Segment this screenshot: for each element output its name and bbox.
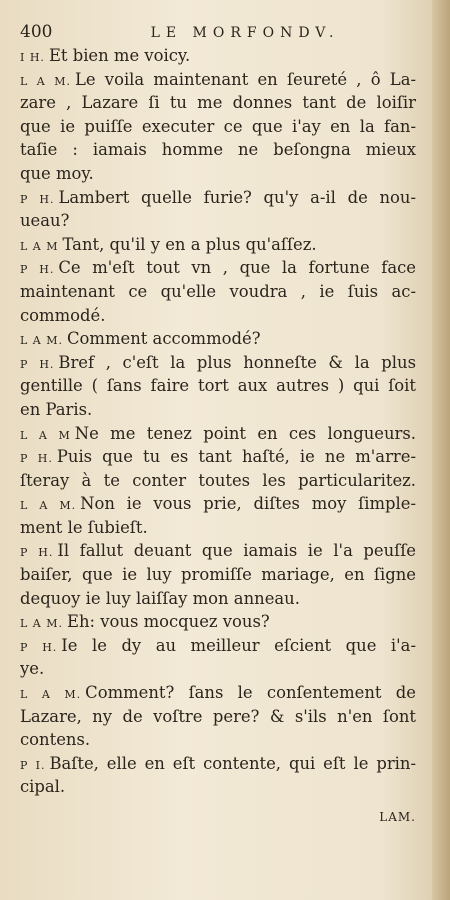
line-text: zare , Lazare ſi tu me donnes tant de loiſir (20, 93, 416, 113)
line-text: cipal. (20, 777, 66, 797)
line-text: taſie : iamais homme ne beſongna mieux (20, 140, 416, 160)
text-line (20, 68, 416, 92)
text-line (20, 752, 416, 776)
line-text: Et bien me voicy. (48, 46, 191, 65)
line-content (20, 469, 416, 493)
speaker-label: I H. (20, 51, 45, 64)
text-line (20, 516, 416, 540)
page-header (20, 22, 410, 44)
line-text: Tant, qu'il y en a plus qu'aſſez. (62, 234, 317, 254)
line-text: Comment accommodé? (67, 329, 261, 349)
line-text: baiſer, que ie luy promiſſe mariage, en ſigne (20, 565, 416, 585)
page-gutter (432, 0, 450, 900)
speaker-label: P H. (20, 192, 55, 206)
line-content (20, 775, 65, 799)
text-line (20, 681, 416, 705)
line-text: ueau? (20, 211, 70, 231)
text-line (20, 138, 416, 162)
line-content (20, 256, 416, 280)
line-text: ment le ſubieſt. (20, 517, 148, 537)
line-text: Non ie vous prie, diſtes moy ſimple- (80, 494, 416, 514)
line-text: Le voila maintenant en ſeureté , ô La- (75, 69, 416, 89)
line-content (20, 374, 416, 398)
line-text: Lazare, ny de voſtre pere? & s'ils n'en ſont (20, 706, 416, 726)
text-line (20, 209, 416, 233)
line-text: Comment? ſans le conſentement de (85, 683, 416, 703)
speaker-label: L A M (20, 239, 59, 253)
text-line (20, 44, 416, 68)
text-line (20, 445, 416, 469)
line-text: dequoy ie luy laiſſay mon anneau. (20, 588, 300, 608)
line-text: Puis que tu es tant haſté, ie ne m'arre- (56, 447, 416, 467)
text-line (20, 705, 416, 729)
text-line (20, 304, 416, 328)
line-content (20, 610, 270, 634)
line-content (20, 91, 416, 115)
line-text: Baſte, elle en eſt contente, qui eſt le prin- (49, 753, 416, 773)
text-line (20, 233, 416, 257)
line-content (20, 587, 300, 611)
text-line (20, 115, 416, 139)
line-content (20, 233, 317, 257)
speaker-label: L A M. (20, 617, 64, 631)
text-line (20, 374, 416, 398)
catchword: LAM. (379, 810, 416, 824)
text-line (20, 422, 416, 446)
page-number: 400 (20, 22, 53, 42)
text-line (20, 728, 416, 752)
speaker-label: P H. (20, 263, 55, 277)
text-line (20, 539, 416, 563)
text-line (20, 657, 416, 681)
speaker-label: P I. (20, 758, 46, 772)
speaker-label: L A M. (20, 499, 77, 513)
line-content (20, 186, 416, 210)
line-text: maintenant ce qu'elle voudra , ie ſuis ac- (20, 281, 416, 301)
text-line (20, 492, 416, 516)
speaker-label: L A M. (20, 688, 82, 702)
text-line (20, 91, 416, 115)
line-content (20, 681, 416, 705)
line-content (20, 422, 416, 446)
line-text: Eh: vous mocquez vous? (67, 612, 270, 632)
line-content (20, 539, 416, 563)
text-line (20, 351, 416, 375)
line-text: Il fallut deuant que iamais ie l'a peuſſe (57, 541, 416, 561)
line-text: commodé. (20, 305, 106, 325)
line-content (20, 115, 416, 139)
text-line (20, 587, 416, 611)
text-line (20, 256, 416, 280)
text-line (20, 469, 416, 493)
line-content (20, 138, 416, 162)
line-content (20, 162, 94, 186)
line-content (20, 516, 148, 540)
line-content (20, 304, 105, 328)
line-content (20, 657, 44, 681)
speaker-label: P H. (20, 452, 53, 466)
line-content (20, 280, 416, 304)
text-line (20, 775, 416, 799)
line-content (20, 728, 90, 752)
line-text: en Paris. (20, 399, 93, 419)
line-text: contens. (20, 730, 91, 750)
line-content (20, 351, 416, 375)
line-content (20, 492, 416, 516)
text-line (20, 610, 416, 634)
line-content (20, 327, 261, 351)
speaker-label: L A M. (20, 74, 72, 88)
speaker-label: L A M (20, 428, 71, 442)
speaker-label: L A M. (20, 334, 64, 348)
speaker-label: P H. (20, 357, 55, 371)
line-text: que ie puiſſe executer ce que i'ay en la fan- (20, 116, 416, 136)
text-line (20, 162, 416, 186)
line-text: Lambert quelle furie? qu'y a-il de nou- (58, 187, 416, 207)
text-line (20, 280, 416, 304)
line-text: Bref , c'eſt la plus honneſte & la plus (58, 352, 416, 372)
text-line (20, 186, 416, 210)
line-content (20, 398, 92, 422)
line-content (20, 68, 416, 92)
line-content (20, 44, 190, 68)
speaker-label: P H. (20, 640, 58, 654)
line-content (20, 209, 69, 233)
line-text: que moy. (20, 163, 94, 183)
line-text: ye. (20, 659, 45, 679)
line-text: Ie le dy au meilleur eſcient que i'a- (61, 635, 416, 655)
running-head: LE MORFONDV. (150, 25, 340, 41)
line-text: ſteray à te conter toutes les particularitez. (20, 470, 416, 490)
line-content (20, 563, 416, 587)
text-line (20, 398, 416, 422)
line-content (20, 705, 416, 729)
text-line (20, 634, 416, 658)
text-block (20, 44, 416, 799)
line-content (20, 445, 416, 469)
line-content (20, 634, 416, 658)
text-line (20, 563, 416, 587)
line-text: Ce m'eſt tout vn , que la fortune face (58, 258, 416, 278)
line-text: Ne me tenez point en ces longueurs. (74, 423, 416, 443)
speaker-label: P H. (20, 546, 54, 560)
line-content (20, 752, 416, 776)
text-line (20, 327, 416, 351)
line-text: gentille ( ſans faire tort aux autres ) qui ſoit (20, 376, 416, 396)
